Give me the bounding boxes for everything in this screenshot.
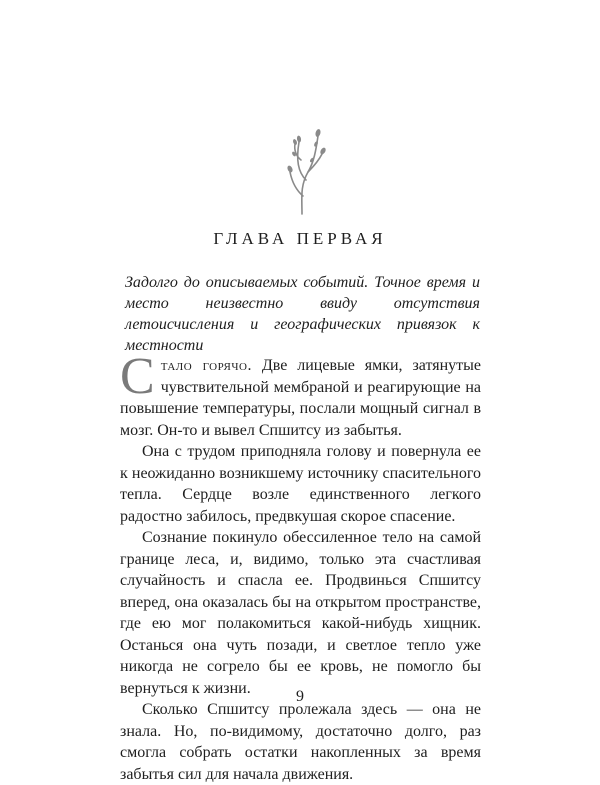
- paragraph-1: [120, 348, 482, 441]
- paragraph-2: Она с трудом приподняла голову и повернула ее к неожиданно возникшему источнику спасительного тепла. Сердце возле единственного легкого радостно забилось, предвкушая скорое спасение.: [120, 443, 481, 525]
- opening-words: тало горячо.: [160, 357, 252, 374]
- paragraph-1-text: Две лицевые ямки, затянутые чувствительной мембраной и реагирующие на повышение температуры, послали мощный сигнал в мозг. Он-то и вывел Спшитсу из забытья.: [120, 357, 482, 439]
- paragraph-3: Сознание покинуло обессиленное тело на самой границе леса, и, видимо, только эта счастливая случайность и спасла ее. Продвинься Спшитсу вперед, она оказалась бы на открытом пространстве, где ею мог полакомиться какой-нибудь хищник. Останься она чуть позади, и светлое тепло уже никогда не согрело бы ее кровь, не помогло бы вернуться к жизни.: [120, 529, 481, 697]
- chapter-title: ГЛАВА ПЕРВАЯ: [213, 229, 387, 248]
- plant-ornament-icon: [272, 120, 336, 216]
- page-number: 9: [296, 688, 304, 705]
- drop-cap: С: [120, 348, 155, 405]
- chapter-epigraph: Задолго до описываемых событий. Точное время и место неизвестно ввиду отсутствия летоисчисления и географических привязок к местности: [125, 274, 480, 354]
- paragraph-4: Сколько Спшитсу пролежала здесь — она не знала. Но, по-видимому, достаточно долго, раз смогла собрать остатки накопленных за время забытья сил для начала движения.: [120, 701, 481, 783]
- chapter-body: [120, 348, 482, 785]
